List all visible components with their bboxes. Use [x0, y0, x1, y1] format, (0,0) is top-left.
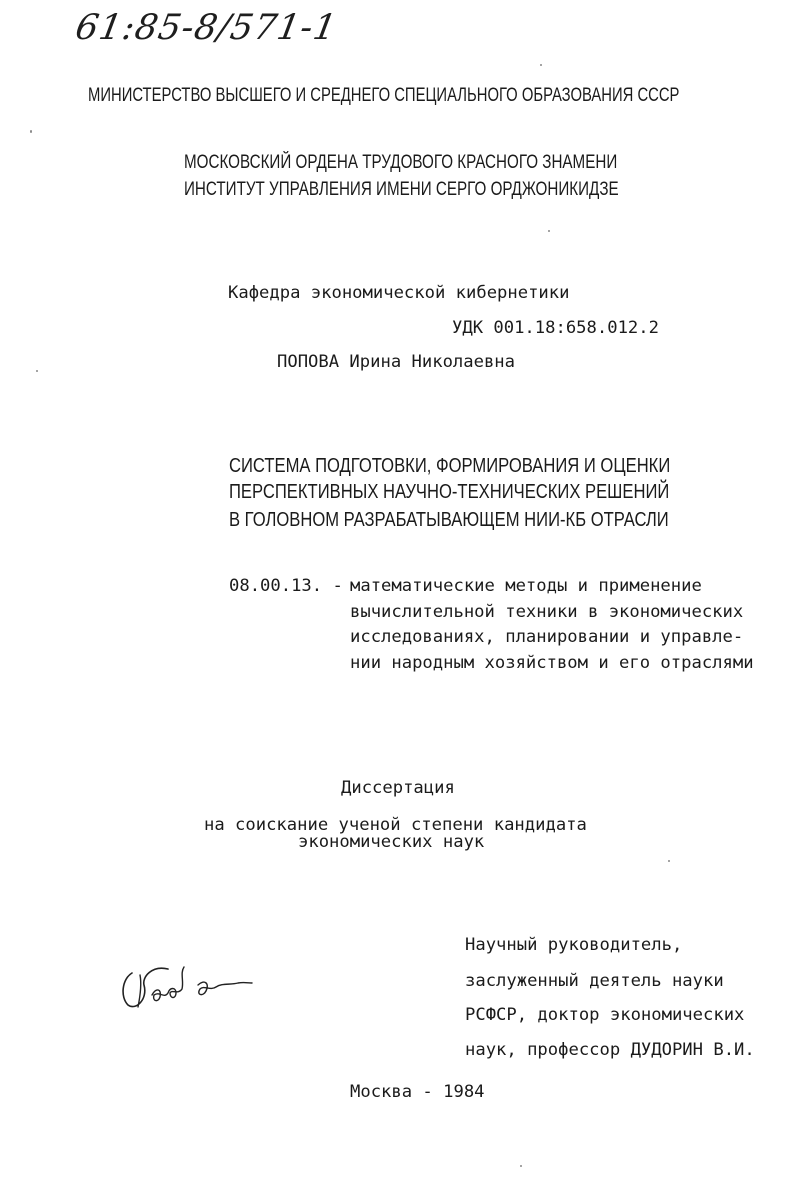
- scan-speck: [30, 130, 32, 133]
- specialty-code: 08.00.13. -: [229, 576, 343, 596]
- udk-code: УДК 001.18:658.012.2: [452, 318, 659, 338]
- degree-line-1: на соискание ученой степени кандидата: [204, 815, 587, 835]
- specialty-line-4: нии народным хозяйством и его отраслями: [350, 653, 754, 673]
- ministry-heading: МИНИСТЕРСТВО ВЫСШЕГО И СРЕДНЕГО СПЕЦИАЛЬНОГО ОБРАЗОВАНИЯ СССР: [88, 85, 680, 106]
- author-name: ПОПОВА Ирина Николаевна: [277, 352, 515, 372]
- scan-speck: [548, 230, 550, 232]
- dissertation-title-line-3: В ГОЛОВНОМ РАЗРАБАТЫВАЮЩЕМ НИИ-КБ ОТРАСЛИ: [229, 509, 669, 531]
- department: Кафедра экономической кибернетики: [228, 283, 570, 303]
- specialty-line-1: математические методы и применение: [350, 576, 702, 596]
- specialty-line-3: исследованиях, планировании и управле-: [350, 627, 744, 647]
- place-and-year: Москва - 1984: [350, 1082, 485, 1102]
- archive-mark: 61:85-8/571-1: [72, 8, 341, 48]
- institute-line-2: ИНСТИТУТ УПРАВЛЕНИЯ ИМЕНИ СЕРГО ОРДЖОНИКИДЗЕ: [184, 179, 619, 200]
- scan-speck: [540, 64, 542, 66]
- author-signature-icon: [118, 955, 258, 1015]
- dissertation-title-line-2: ПЕРСПЕКТИВНЫХ НАУЧНО-ТЕХНИЧЕСКИХ РЕШЕНИЙ: [229, 481, 670, 503]
- dissertation-label: Диссертация: [341, 778, 455, 798]
- scan-speck: [668, 860, 670, 862]
- supervisor-line-3: РСФСР, доктор экономических: [465, 1005, 745, 1025]
- degree-line-2: экономических наук: [298, 832, 485, 852]
- institute-line-1: МОСКОВСКИЙ ОРДЕНА ТРУДОВОГО КРАСНОГО ЗНАМЕНИ: [184, 152, 618, 173]
- supervisor-line-4: наук, профессор ДУДОРИН В.И.: [465, 1040, 755, 1060]
- scan-speck: [36, 370, 38, 372]
- supervisor-line-2: заслуженный деятель науки: [465, 971, 724, 991]
- specialty-line-2: вычислительной техники в экономических: [350, 602, 744, 622]
- supervisor-line-1: Научный руководитель,: [465, 935, 683, 955]
- dissertation-title-line-1: СИСТЕМА ПОДГОТОВКИ, ФОРМИРОВАНИЯ И ОЦЕНКИ: [229, 455, 671, 477]
- scan-speck: [520, 1165, 522, 1167]
